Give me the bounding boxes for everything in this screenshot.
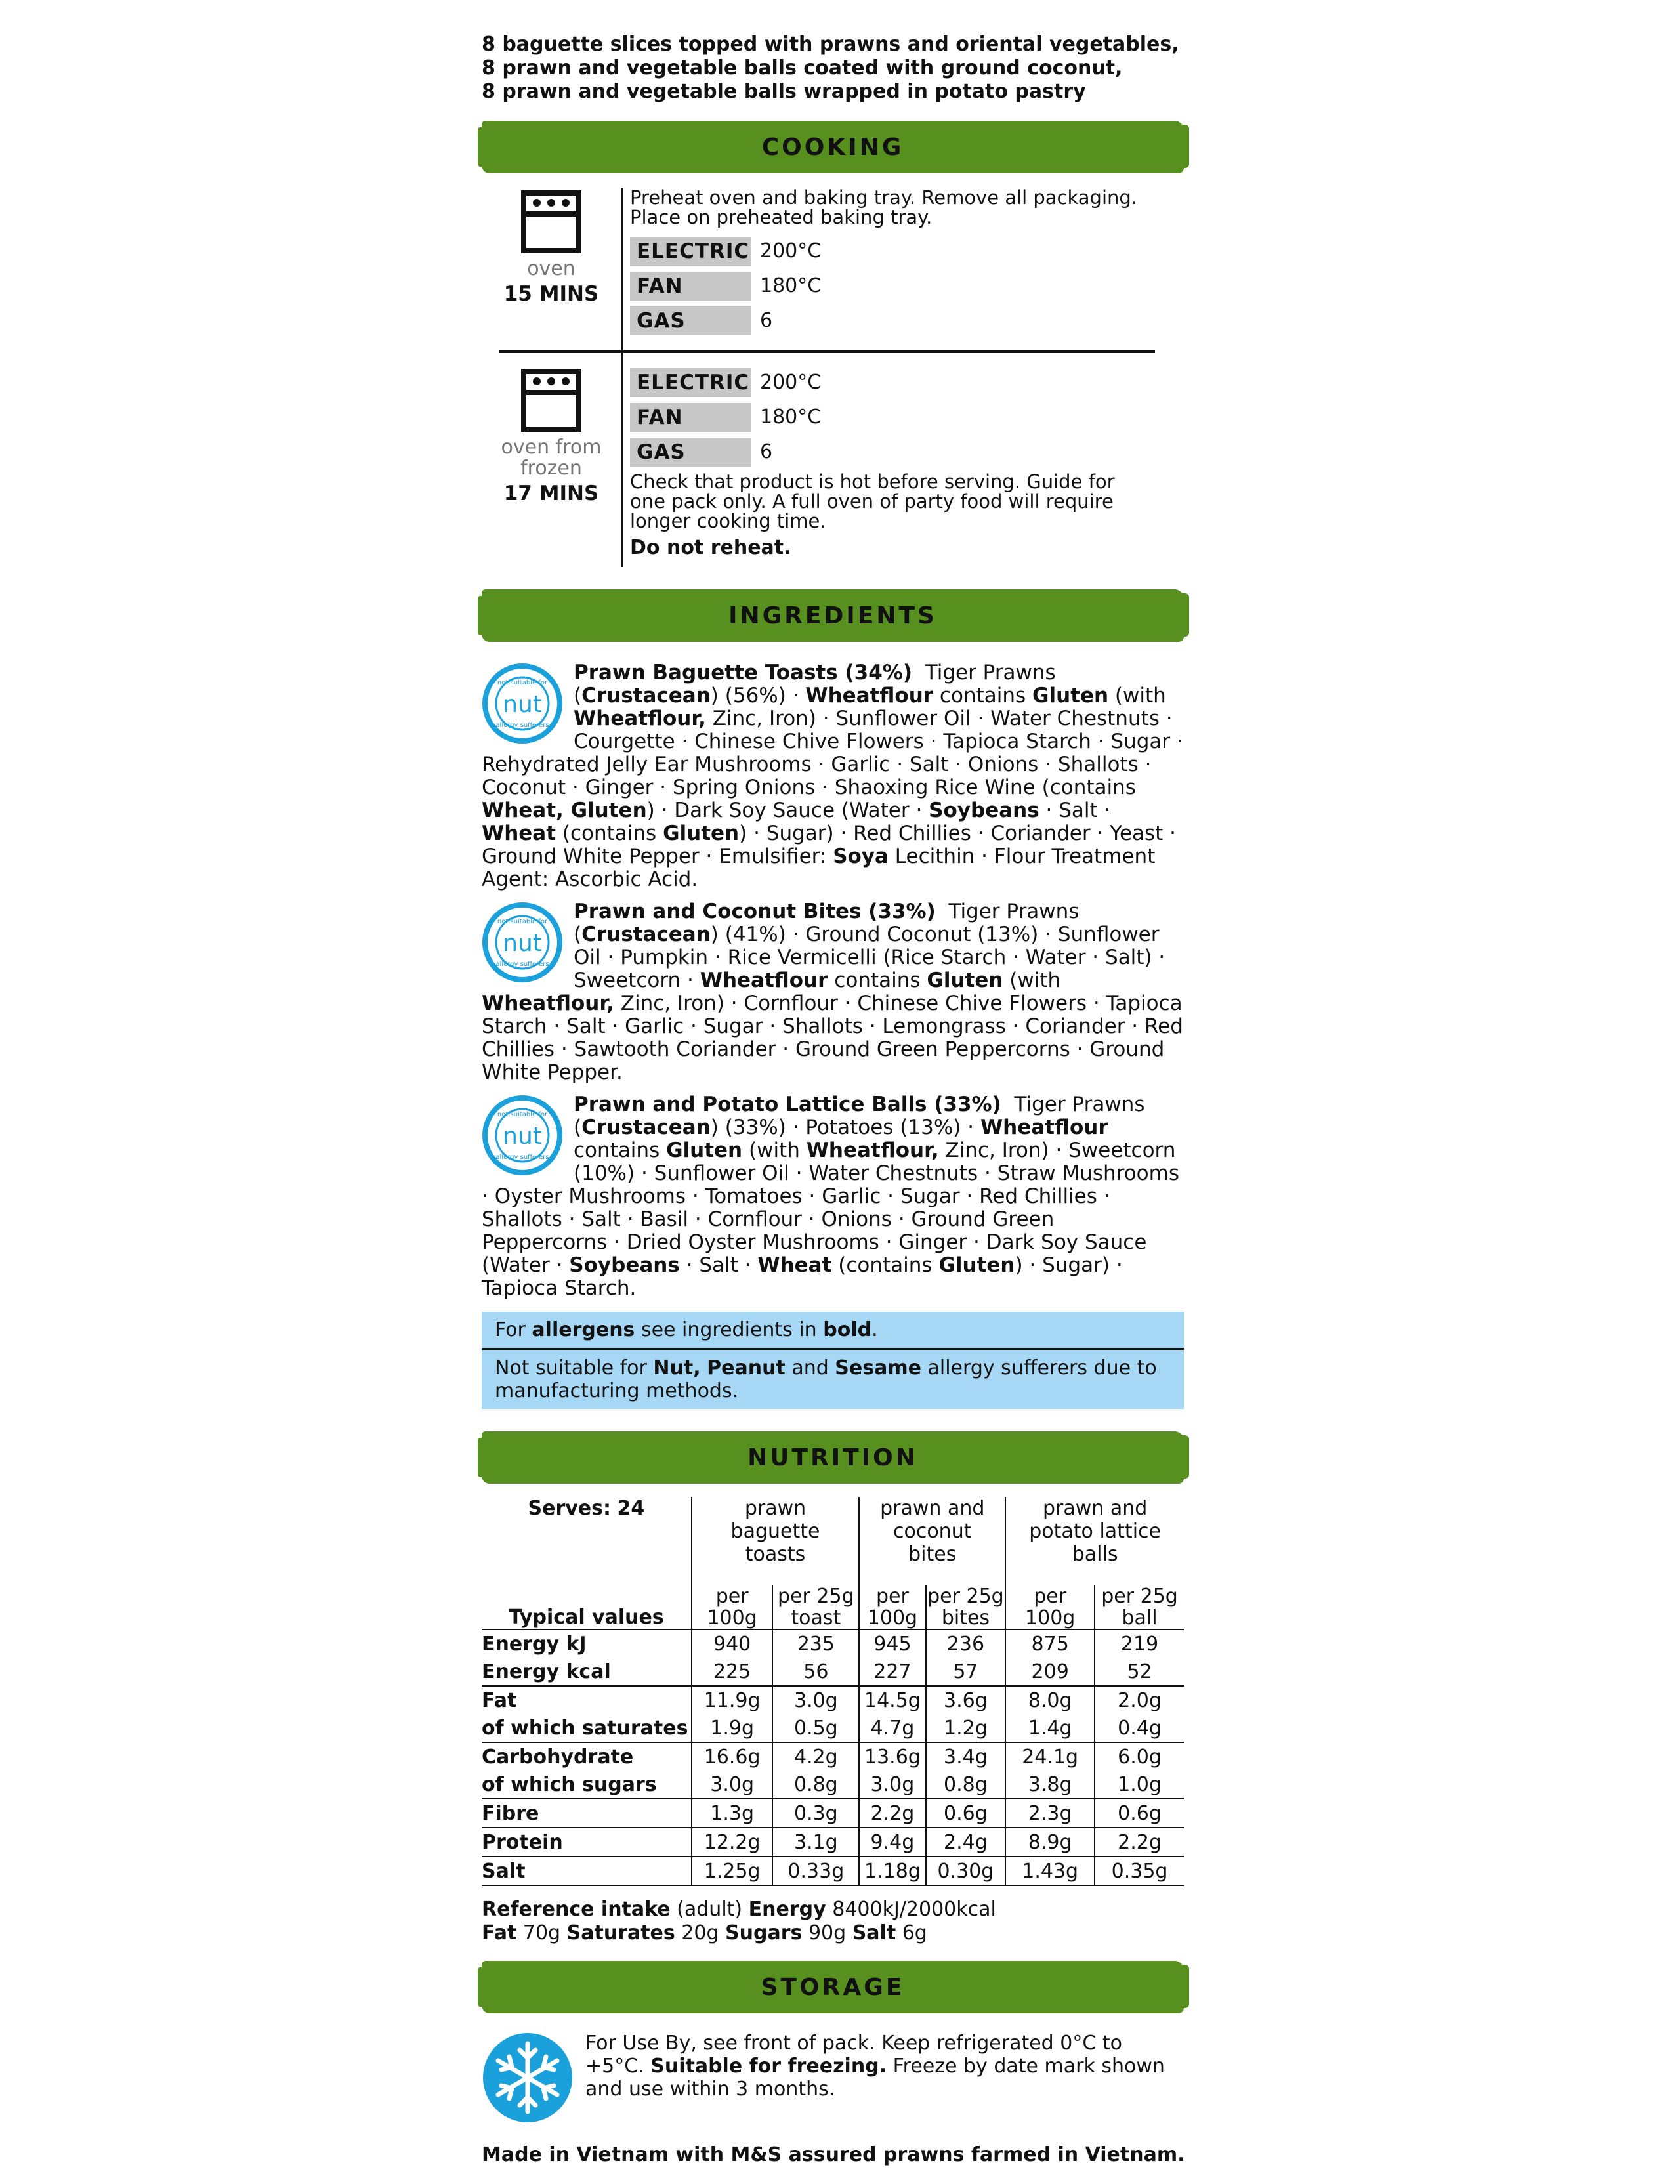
oven-instructions bbox=[630, 188, 1155, 338]
badge-main: nut bbox=[503, 1123, 542, 1150]
nutrient-value: 3.0g bbox=[692, 1771, 773, 1799]
nutrient-value: 1.18g bbox=[859, 1857, 925, 1885]
no-reheat: Do not reheat. bbox=[630, 536, 791, 559]
nutrient-value: 0.8g bbox=[772, 1771, 859, 1799]
subheader: per 25g toast bbox=[772, 1586, 859, 1629]
nutrient-value: 3.0g bbox=[772, 1686, 859, 1714]
nutrient-value: 3.4g bbox=[926, 1742, 1006, 1771]
nutrient-name: Salt bbox=[482, 1857, 692, 1885]
oven-icon bbox=[521, 369, 581, 432]
nutrient-value: 0.5g bbox=[772, 1714, 859, 1742]
nutrient-name: of which saturates bbox=[482, 1716, 688, 1740]
oven-frozen-time: 17 MINS bbox=[503, 482, 599, 505]
nutrient-value: 0.4g bbox=[1095, 1714, 1184, 1742]
nutrient-value: 24.1g bbox=[1005, 1742, 1095, 1771]
nutrition-title: NUTRITION bbox=[747, 1444, 918, 1471]
nutrient-value: 0.33g bbox=[772, 1857, 859, 1885]
badge-top: not suitable for bbox=[497, 918, 548, 925]
temp-value: 200°C bbox=[760, 371, 822, 394]
made-in: Made in Vietnam with M&S assured prawns farmed in Vietnam. bbox=[482, 2143, 1185, 2166]
reference-line-2: Fat 70g Saturates 20g Sugars 90g Salt 6g bbox=[482, 1922, 927, 1944]
snowflake-icon bbox=[482, 2032, 574, 2124]
nutrient-value: 4.7g bbox=[859, 1714, 925, 1742]
badge-bottom: allergy sufferers bbox=[495, 1154, 549, 1161]
nutrient-value: 56 bbox=[772, 1658, 859, 1686]
oven-frozen-temps bbox=[630, 365, 1155, 469]
nutrient-value: 2.3g bbox=[1005, 1799, 1095, 1828]
nutrition-row bbox=[482, 1799, 1184, 1828]
oven-temps bbox=[630, 234, 1155, 338]
storage-section bbox=[482, 2032, 1184, 2124]
nutrient-value: 2.2g bbox=[859, 1799, 925, 1828]
nutrient-value: 3.0g bbox=[859, 1771, 925, 1799]
product-description bbox=[482, 33, 1184, 104]
nutrient-value: 1.3g bbox=[692, 1799, 773, 1828]
badge-top: not suitable for bbox=[497, 1111, 548, 1118]
oven-frozen-method bbox=[482, 369, 621, 505]
nutrient-value: 8.0g bbox=[1005, 1686, 1095, 1714]
cooking-title: COOKING bbox=[761, 133, 904, 161]
oven-frozen-instructions bbox=[630, 365, 1155, 559]
ingredients-text bbox=[482, 662, 1184, 1300]
ingredient-paragraph: nut not suitable for allergy sufferers Prawn Baguette Toasts (34%) Tiger Prawns (Crustacean) (56%) · Wheatflour contains Gluten (with Wheatflour, Zinc, Iron) · Sunflower Oil · Water Chestnuts · Courgette · Chinese Chive Flowers · Tapioca Starch · Sugar · Rehydrated Jelly Ear Mushrooms · Garlic · Salt · Onions · Shallots · Coconut · Ginger · Spring Onions · Shaoxing Rice Wine (contains Wheat, Gluten) · Dark Soy Sauce (Water · Soybeans · Salt · Wheat (contains Gluten) · Sugar) · Red Chillies · Coriander · Yeast · Ground White Pepper · Emulsifier: Soya Lecithin · Flour Treatment Agent: Ascorbic Acid. bbox=[482, 661, 1183, 891]
nut-allergy-icon bbox=[482, 902, 563, 983]
temp-key: FAN bbox=[630, 403, 751, 432]
nutrient-value: 235 bbox=[772, 1629, 859, 1658]
nutrition-row bbox=[482, 1686, 1184, 1714]
product-header: prawn baguette toasts bbox=[692, 1497, 859, 1586]
nutrient-value: 2.4g bbox=[926, 1828, 1006, 1857]
temp-row bbox=[630, 303, 1155, 338]
oven-time: 15 MINS bbox=[503, 282, 599, 306]
nutrient-value: 875 bbox=[1005, 1629, 1095, 1658]
nutrient-value: 0.30g bbox=[926, 1857, 1006, 1885]
temp-key: GAS bbox=[630, 306, 751, 335]
nutrient-value: 52 bbox=[1095, 1658, 1184, 1686]
subheader: per 100g bbox=[692, 1586, 773, 1629]
nutrition-row bbox=[482, 1771, 1184, 1799]
storage-title: STORAGE bbox=[761, 1973, 905, 2001]
oven-label: oven bbox=[527, 257, 576, 280]
serves-value: 24 bbox=[617, 1497, 645, 1520]
nutrient-value: 3.1g bbox=[772, 1828, 859, 1857]
nutrient-value: 1.0g bbox=[1095, 1771, 1184, 1799]
oven-method bbox=[482, 190, 621, 306]
allergy-info-box bbox=[482, 1312, 1184, 1409]
nutrient-value: 12.2g bbox=[692, 1828, 773, 1857]
nutrient-name: Protein bbox=[482, 1828, 692, 1857]
temp-row bbox=[630, 434, 1155, 469]
nutrition-header-row bbox=[482, 1497, 1184, 1586]
intro-line: 8 prawn and vegetable balls coated with ground coconut, bbox=[482, 56, 1123, 79]
nutrition-row bbox=[482, 1629, 1184, 1658]
nutrient-value: 0.8g bbox=[926, 1771, 1006, 1799]
nutrient-value: 2.0g bbox=[1095, 1686, 1184, 1714]
unsuitable-note: Not suitable for Nut, Peanut and Sesame allergy sufferers due to manufacturing methods. bbox=[495, 1356, 1157, 1402]
ingredients-banner bbox=[482, 589, 1184, 642]
nutrient-value: 225 bbox=[692, 1658, 773, 1686]
temp-value: 180°C bbox=[760, 406, 822, 429]
allergens-note: For allergens see ingredients in bold. bbox=[495, 1318, 878, 1341]
nut-allergy-icon bbox=[482, 663, 563, 744]
oven-frozen-label: oven from frozen bbox=[501, 436, 602, 480]
temp-row bbox=[630, 234, 1155, 268]
nutrient-value: 11.9g bbox=[692, 1686, 773, 1714]
badge-main: nut bbox=[503, 930, 542, 957]
preheat-text: Preheat oven and baking tray. Remove all packaging. Place on preheated baking tray. bbox=[630, 186, 1138, 228]
temp-row bbox=[630, 365, 1155, 400]
nutrient-value: 6.0g bbox=[1095, 1742, 1184, 1771]
cooking-banner bbox=[482, 121, 1184, 173]
label-page bbox=[482, 33, 1184, 2166]
temp-key: ELECTRIC bbox=[630, 368, 751, 397]
subheader: per 25g bites bbox=[926, 1586, 1006, 1629]
nutrient-value: 2.2g bbox=[1095, 1828, 1184, 1857]
cooking-divider-horizontal bbox=[499, 350, 1155, 353]
intro-line: 8 baguette slices topped with prawns and oriental vegetables, bbox=[482, 33, 1179, 56]
nutrient-value: 9.4g bbox=[859, 1828, 925, 1857]
nutrition-row bbox=[482, 1828, 1184, 1857]
nutrition-subheader-row bbox=[482, 1586, 1184, 1629]
storage-text: For Use By, see front of pack. Keep refrigerated 0°C to +5°C. Suitable for freezing. Freeze by date mark shown and use within 3 months. bbox=[585, 2032, 1165, 2101]
nutrient-value: 209 bbox=[1005, 1658, 1095, 1686]
nutrient-value: 940 bbox=[692, 1629, 773, 1658]
nutrient-name: Fibre bbox=[482, 1799, 692, 1828]
nutrient-value: 1.43g bbox=[1005, 1857, 1095, 1885]
nutrient-value: 0.35g bbox=[1095, 1857, 1184, 1885]
nutrient-value: 1.4g bbox=[1005, 1714, 1095, 1742]
nutrient-value: 3.6g bbox=[926, 1686, 1006, 1714]
nutrient-value: 4.2g bbox=[772, 1742, 859, 1771]
check-text: Check that product is hot before serving. Guide for one pack only. A full oven of party food will require longer cooking time. bbox=[630, 471, 1115, 532]
nutrient-value: 14.5g bbox=[859, 1686, 925, 1714]
nutrition-table bbox=[482, 1497, 1184, 1886]
nutrient-value: 1.9g bbox=[692, 1714, 773, 1742]
ingredient-paragraph: nut not suitable for allergy sufferers Prawn and Potato Lattice Balls (33%) Tiger Prawns (Crustacean) (33%) · Potatoes (13%) · Wheatflour contains Gluten (with Wheatflour, Zinc, Iron) · Sweetcorn (10%) · Sunflower Oil · Water Chestnuts · Straw Mushrooms · Oyster Mushrooms · Tomatoes · Garlic · Sugar · Red Chillies · Shallots · Salt · Basil · Cornflour · Onions · Ground Green Peppercorns · Dried Oyster Mushrooms · Ginger · Dark Soy Sauce (Water · Soybeans · Salt · Wheat (contains Gluten) · Sugar) · Tapioca Starch. bbox=[482, 1093, 1179, 1300]
temp-key: FAN bbox=[630, 272, 751, 301]
ingredient-paragraph: nut not suitable for allergy sufferers Prawn and Coconut Bites (33%) Tiger Prawns (Crustacean) (41%) · Ground Coconut (13%) · Sunflower Oil · Pumpkin · Rice Vermicelli (Rice Starch · Water · Salt) · Sweetcorn · Wheatflour contains Gluten (with Wheatflour, Zinc, Iron) · Cornflour · Chinese Chive Flowers · Tapioca Starch · Salt · Garlic · Sugar · Shallots · Lemongrass · Coriander · Red Chillies · Sawtooth Coriander · Ground Green Peppercorns · Ground White Pepper. bbox=[482, 900, 1183, 1084]
temp-value: 6 bbox=[760, 309, 773, 332]
nutrient-value: 13.6g bbox=[859, 1742, 925, 1771]
product-header: prawn and coconut bites bbox=[859, 1497, 1005, 1586]
badge-bottom: allergy sufferers bbox=[495, 722, 549, 729]
typical-values: Typical values bbox=[509, 1606, 664, 1629]
nutrient-name: Fat bbox=[482, 1686, 692, 1714]
nutrition-row bbox=[482, 1714, 1184, 1742]
nutrient-value: 0.3g bbox=[772, 1799, 859, 1828]
nutrient-value: 227 bbox=[859, 1658, 925, 1686]
intro-line: 8 prawn and vegetable balls wrapped in potato pastry bbox=[482, 80, 1086, 103]
temp-row bbox=[630, 268, 1155, 303]
nutrient-name: Energy kcal bbox=[482, 1660, 611, 1683]
reference-line-1: Reference intake (adult) Energy 8400kJ/2000kcal bbox=[482, 1898, 996, 1921]
reference-intake bbox=[482, 1898, 1184, 1945]
subheader: per 100g bbox=[859, 1586, 925, 1629]
temp-key: GAS bbox=[630, 438, 751, 467]
nutrition-row bbox=[482, 1742, 1184, 1771]
badge-main: nut bbox=[503, 691, 542, 718]
subheader: per 25g ball bbox=[1095, 1586, 1184, 1629]
nutrient-value: 0.6g bbox=[926, 1799, 1006, 1828]
nutrient-value: 0.6g bbox=[1095, 1799, 1184, 1828]
serves-label: Serves: bbox=[528, 1497, 611, 1520]
badge-top: not suitable for bbox=[497, 679, 548, 686]
cooking-section bbox=[482, 188, 1184, 581]
nutrient-value: 16.6g bbox=[692, 1742, 773, 1771]
temp-value: 180°C bbox=[760, 274, 822, 297]
product-header: prawn and potato lattice balls bbox=[1005, 1497, 1184, 1586]
cooking-divider-vertical bbox=[621, 188, 623, 567]
nutrient-value: 945 bbox=[859, 1629, 925, 1658]
temp-row bbox=[630, 400, 1155, 434]
subheader: per 100g bbox=[1005, 1586, 1095, 1629]
nutrient-value: 219 bbox=[1095, 1629, 1184, 1658]
nutrition-row bbox=[482, 1658, 1184, 1686]
oven-icon bbox=[521, 190, 581, 253]
nutrition-row bbox=[482, 1857, 1184, 1885]
nut-allergy-icon bbox=[482, 1095, 563, 1176]
nutrient-value: 57 bbox=[926, 1658, 1006, 1686]
nutrient-value: 3.8g bbox=[1005, 1771, 1095, 1799]
storage-banner bbox=[482, 1961, 1184, 2013]
nutrient-name: of which sugars bbox=[482, 1773, 657, 1796]
ingredients-title: INGREDIENTS bbox=[728, 602, 937, 629]
temp-value: 200°C bbox=[760, 240, 822, 262]
temp-key: ELECTRIC bbox=[630, 237, 751, 266]
nutrient-name: Carbohydrate bbox=[482, 1742, 692, 1771]
nutrient-value: 1.25g bbox=[692, 1857, 773, 1885]
nutrient-value: 1.2g bbox=[926, 1714, 1006, 1742]
badge-bottom: allergy sufferers bbox=[495, 961, 549, 968]
nutrient-value: 8.9g bbox=[1005, 1828, 1095, 1857]
nutrition-banner bbox=[482, 1431, 1184, 1484]
temp-value: 6 bbox=[760, 440, 773, 463]
nutrient-name: Energy kJ bbox=[482, 1629, 692, 1658]
nutrient-value: 236 bbox=[926, 1629, 1006, 1658]
